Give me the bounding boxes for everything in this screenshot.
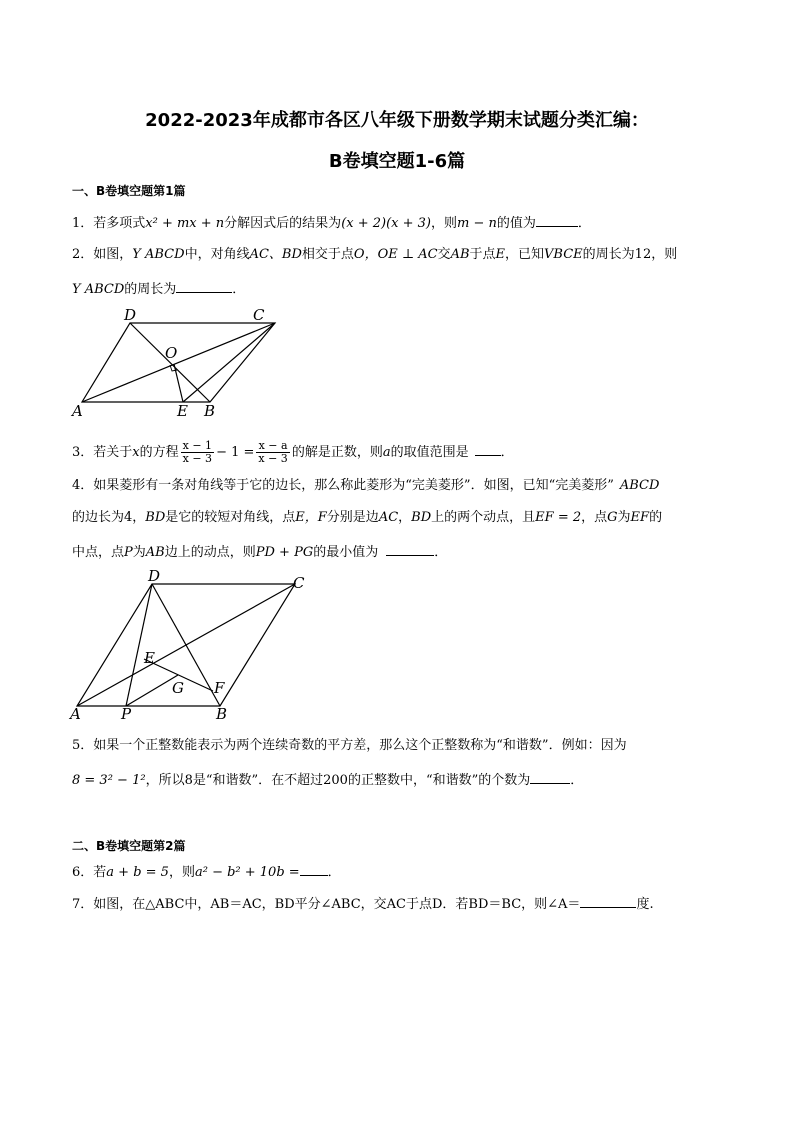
rhombus-figure <box>60 567 320 727</box>
label-o: O <box>165 344 178 362</box>
answer-blank-6[interactable] <box>300 861 328 876</box>
label-c: C <box>293 574 305 592</box>
fraction-left: $\frac{x - 1}{x - 3}$ <box>182 439 213 465</box>
answer-blank-5[interactable] <box>530 769 570 784</box>
section-heading-1: 一、B卷填空题第1篇 <box>72 184 186 198</box>
segment-oe <box>174 364 183 402</box>
label-b: B <box>204 402 216 420</box>
answer-blank-4[interactable] <box>386 541 434 556</box>
label-f: F <box>214 679 225 697</box>
page-title-line2: B卷填空题1-6篇 <box>328 151 466 172</box>
answer-blank-2[interactable] <box>176 278 232 293</box>
label-c: C <box>253 306 265 324</box>
label-g: G <box>172 679 184 697</box>
label-d: D <box>148 567 161 585</box>
question-5-line1: 5．如果一个正整数能表示为两个连续奇数的平方差，那么这个正整数称为“和谐数”．例如：因为 <box>72 738 627 753</box>
fraction-right: $\frac{x - a}{x - 3}$ <box>258 439 288 465</box>
label-e: E <box>144 649 155 667</box>
label-b: B <box>216 705 228 723</box>
label-p: P <box>121 705 132 723</box>
section-heading-2: 二、B卷填空题第2篇 <box>72 839 186 853</box>
diagonal-bd <box>130 323 210 402</box>
question-1: 1．若多项式x² + mx + n分解因式后的结果为(x + 2)(x + 3)，则m − n的值为 ． <box>72 212 591 233</box>
answer-blank-7[interactable] <box>580 893 636 908</box>
question-2-line2: Y ABCD的周长为 ． <box>72 278 245 299</box>
question-5-line2: 8 = 3² − 1²，所以8是“和谐数”．在不超过200的正整数中，“和谐数”的个数为 ． <box>72 769 583 790</box>
question-6: 6．若a + b = 5，则a² − b² + 10b = ． <box>72 861 341 882</box>
question-4-line1: 4．如果菱形有一条对角线等于它的边长，那么称此菱形为“完美菱形”．如图，已知“完美菱形” ABCD <box>72 478 660 493</box>
diagonal-ac <box>82 323 275 402</box>
answer-blank-3[interactable] <box>475 441 501 456</box>
segment-pd <box>126 584 152 706</box>
question-4-line3: 中点，点P为AB边上的动点，则PD + PG的最小值为 ． <box>72 541 447 562</box>
label-a: A <box>70 705 81 723</box>
answer-blank-1[interactable] <box>536 212 578 227</box>
page-title-line1: 2022-2023年成都市各区八年级下册数学期末试题分类汇编： <box>145 110 649 131</box>
segment-ce <box>183 323 275 402</box>
label-e: E <box>177 402 188 420</box>
question-3: 3．若关于x的方程 $\frac{x - 1}{x - 3}$ − 1 = $\frac{x - a}{x - 3}$ 的解是正数，则a的取值范围是 ． <box>72 439 514 465</box>
question-7: 7．如图，在△ABC中，AB＝AC，BD平分∠ABC，交AC于点D．若BD＝BC，则∠A＝ 度. <box>72 893 654 914</box>
question-4-line2: 的边长为4，BD是它的较短对角线，点E，F分别是边AC，BD上的两个动点，且EF = 2，点G为EF的 <box>72 510 663 525</box>
label-d: D <box>124 306 137 324</box>
segment-pg <box>126 675 178 706</box>
label-a: A <box>72 402 83 420</box>
parallelogram-figure <box>60 305 290 420</box>
diagonal-bd <box>152 584 220 706</box>
question-2-line1: 2．如图，Y ABCD中，对角线AC、BD相交于点O，OE ⊥ AC交AB于点E，已知VBCE的周长为12，则 <box>72 247 678 262</box>
